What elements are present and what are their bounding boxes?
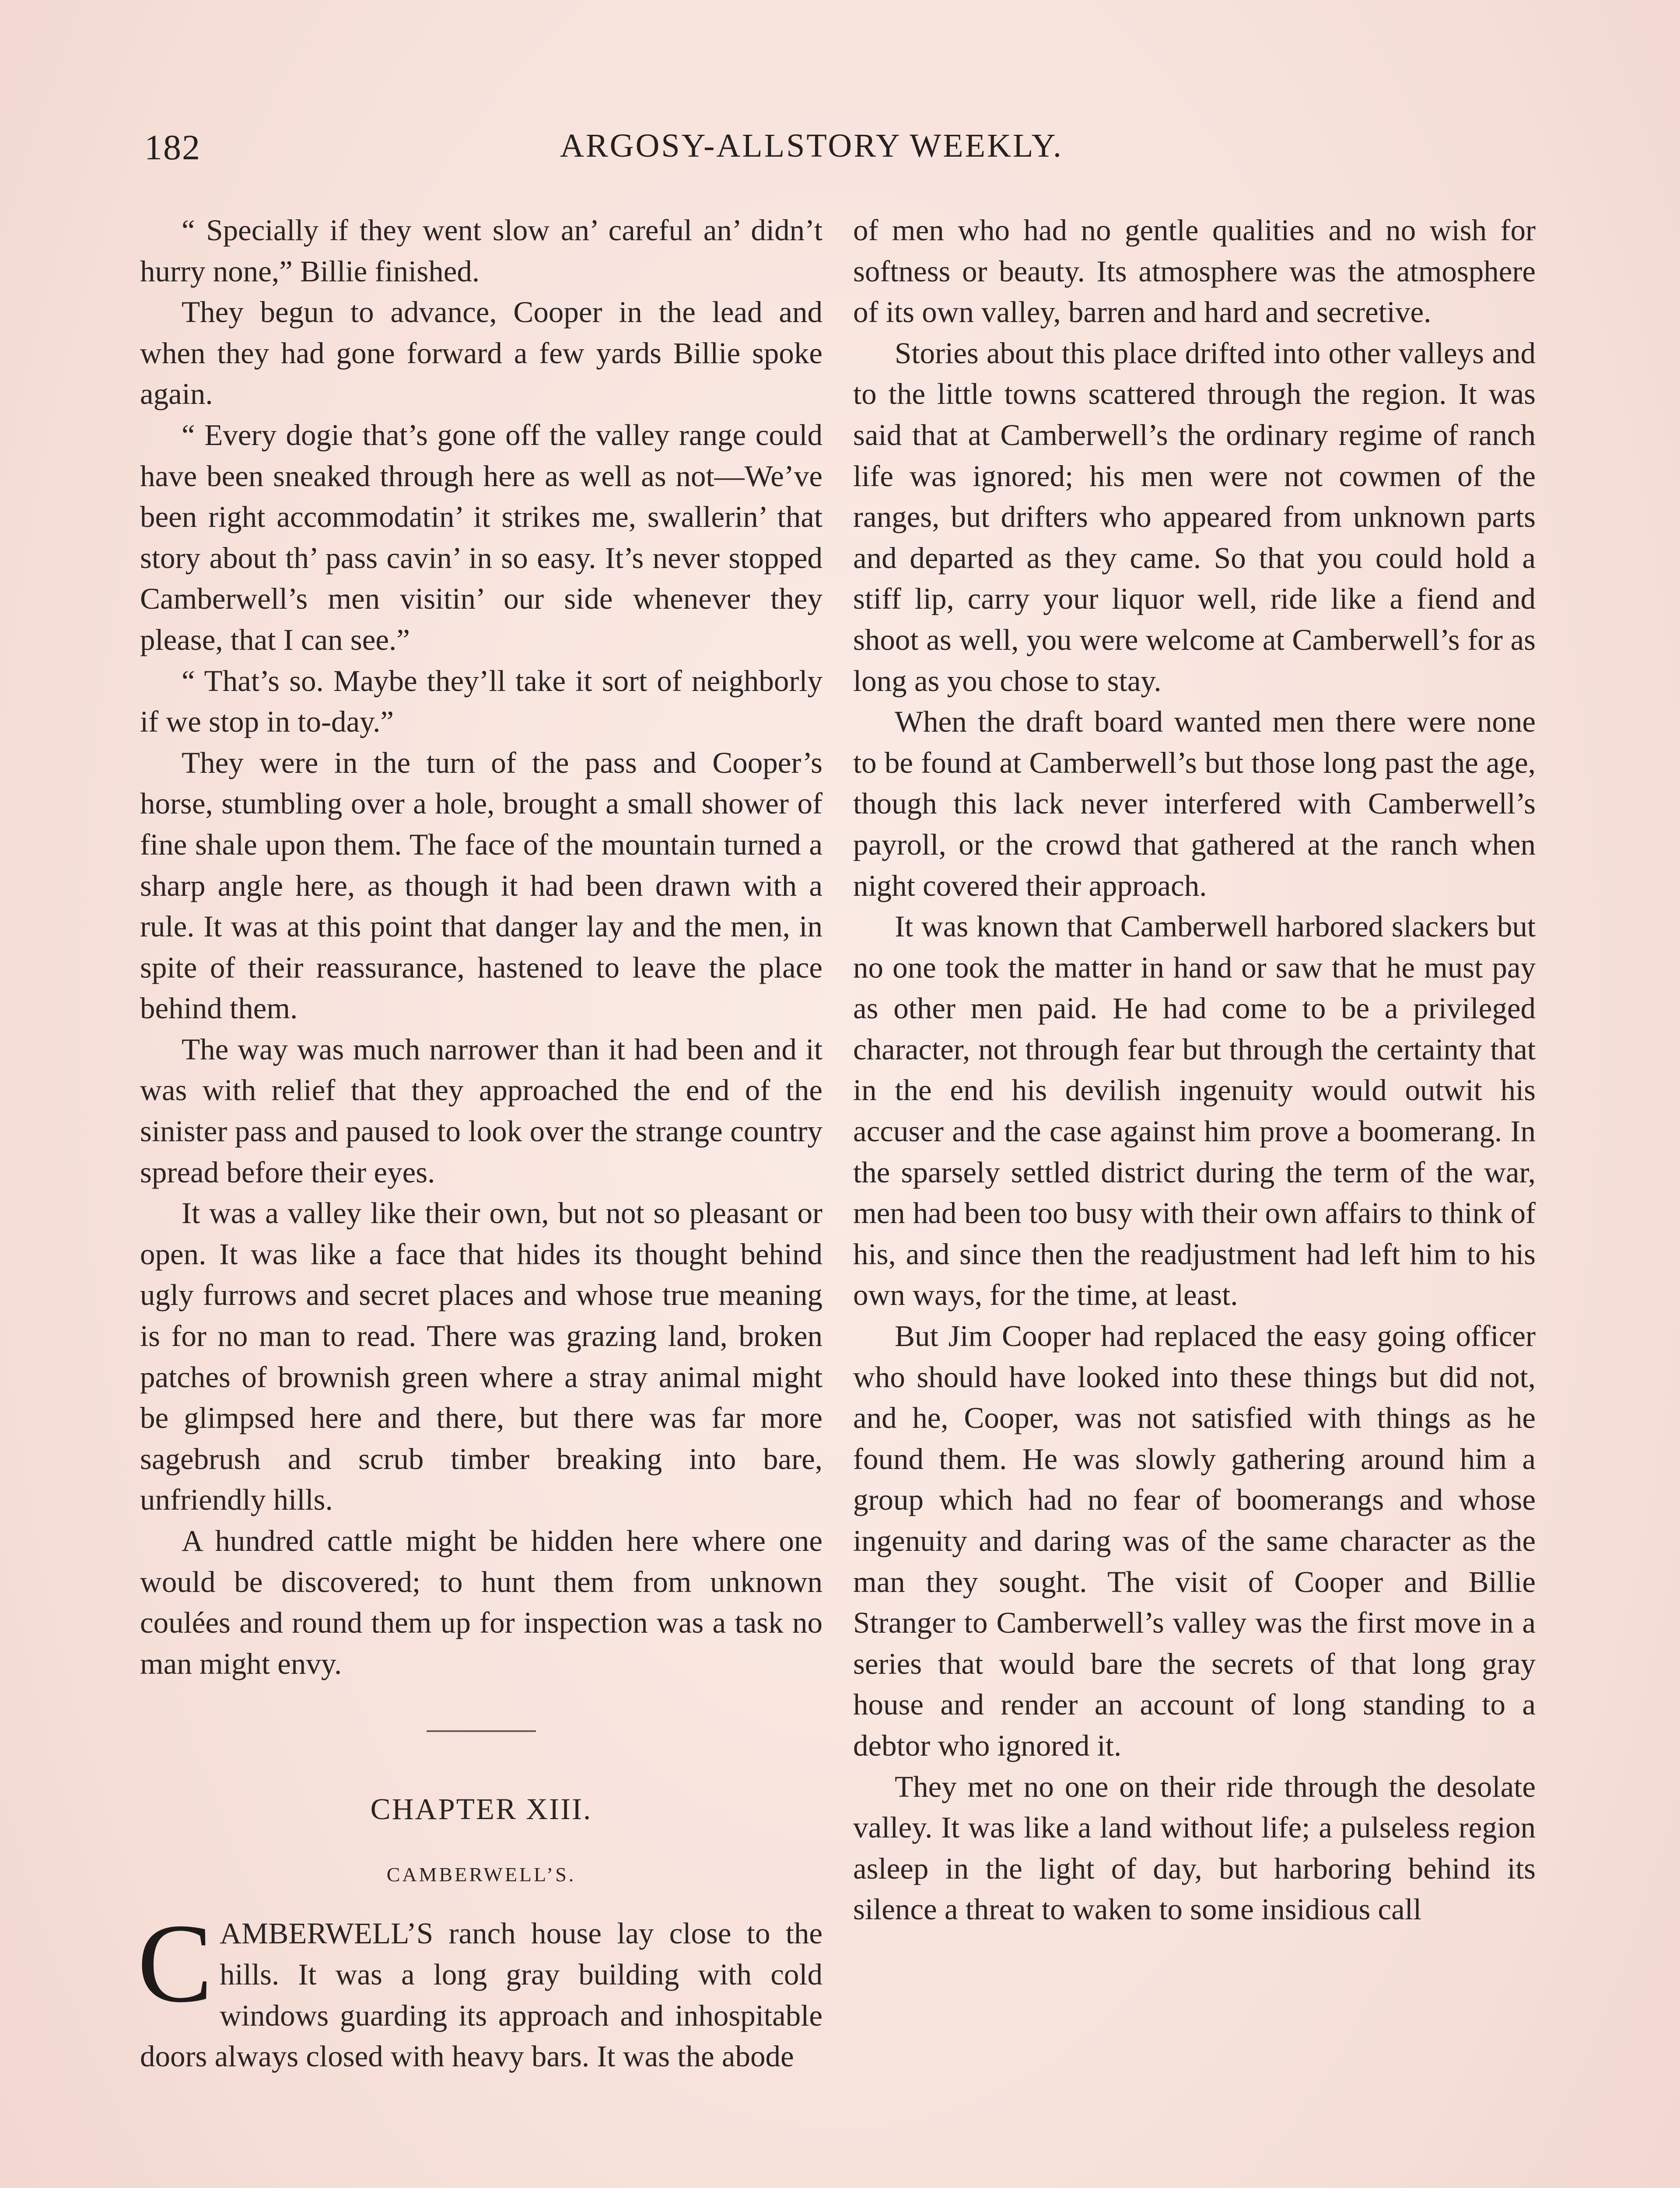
paragraph: But Jim Cooper had replaced the easy going officer who should have looked into these things but did not, and he, Cooper, was not satisfied with things as he found them. He was slowly gathering around him a group which had no fear of boomerangs and whose ingenuity and daring was of the same character as the man they sought. The visit of Cooper and Billie Stranger to Camberwell’s valley was the first move in a series that would bare the secrets of that long gray house and render an account of long standing to a debtor who ignored it. — [853, 1319, 1536, 1762]
page-header — [144, 127, 1562, 175]
paragraph: They begun to advance, Cooper in the lead and when they had gone forward a few yards Billie spoke again. — [140, 295, 822, 411]
paragraph: It was known that Camberwell harbored slackers but no one took the matter in hand or saw that he must pay as other men paid. He had come to be a privileged character, not through fear but through the certainty that in the end his devilish ingenuity would outwit his accuser and the case against him prove a boomerang. In the sparsely settled district during the term of the war, men had been too busy with their own affairs to think of his, and since then the readjustment had left him to his own ways, for the time, at least. — [853, 910, 1536, 1312]
section-divider — [427, 1730, 536, 1732]
paragraph: It was a valley like their own, but not so pleasant or open. It was like a face that hides its thought behind ugly furrows and secret places and whose true meaning is for no man to read. There was grazing land, broken patches of brownish green where a stray animal might be glimpsed here and there, but there was far more sagebrush and scrub timber breaking into bare, unfriendly hills. — [140, 1196, 822, 1517]
paragraph: They were in the turn of the pass and Cooper’s horse, stumbling over a hole, brought a small shower of fine shale upon them. The face of the mountain turned a sharp angle here, as though it had been drawn with a rule. It was at this point that danger lay and the men, in spite of their reassurance, hastened to leave the place behind them. — [140, 746, 822, 1025]
paragraph: They met no one on their ride through the desolate valley. It was like a land without life; a pulseless region asleep in the light of day, but harboring behind its silence a threat to waken to some insidious call — [853, 1770, 1536, 1926]
paragraph: The way was much narrower than it had been and it was with relief that they approached the end of the sinister pass and paused to look over the strange country spread before their eyes. — [140, 1032, 822, 1189]
running-head: ARGOSY-ALLSTORY WEEKLY. — [560, 127, 1063, 164]
paragraph: A hundred cattle might be hidden here where one would be discovered; to hunt them from unknown coulées and round them up for inspection was a task no man might envy. — [140, 1524, 822, 1680]
page-number: 182 — [144, 127, 201, 167]
paragraph: “ Specially if they went slow an’ careful an’ didn’t hurry none,” Billie finished. — [140, 214, 822, 288]
left-column — [137, 210, 822, 2077]
continued-paragraph: of men who had no gentle qualities and no wish for softness or beauty. Its atmosphere was the atmosphere of its own valley, barren and hard and secretive. — [853, 214, 1536, 329]
chapter-opening-text: AMBERWELL’S ranch house lay close to the hills. It was a long gray building with cold windows guarding its approach and inhospitable doors always closed with heavy bars. It was the abode — [140, 1917, 822, 2073]
paragraph: “ That’s so. Maybe they’ll take it sort of neighborly if we stop in to-day.” — [140, 664, 822, 739]
chapter-opening-paragraph — [137, 1900, 822, 2077]
drop-cap: C — [137, 1900, 213, 2026]
paragraph: Stories about this place drifted into other valleys and to the little towns scattered through the region. It was said that at Camberwell’s the ordinary regime of ranch life was ignored; his men were not cowmen of the ranges, but drifters who appeared from unknown parts and departed as they came. So that you could hold a stiff lip, carry your liquor well, ride like a fiend and shoot as well, you were welcome at Camberwell’s for as long as you chose to stay. — [853, 336, 1536, 698]
right-column — [853, 210, 1536, 1930]
chapter-title: CHAPTER XIII. — [370, 1792, 592, 1826]
paragraph: When the draft board wanted men there were none to be found at Camberwell’s but those long past the age, though this lack never interfered with Camberwell’s payroll, or the crowd that gathered at the ranch when night covered their approach. — [853, 705, 1536, 902]
chapter-subtitle: CAMBERWELL’S. — [386, 1863, 576, 1886]
paragraph: “ Every dogie that’s gone off the valley range could have been sneaked through here as well as not—We’ve been right accommodatin’ it strikes me, swallerin’ that story about th’ pass cavin’ in so easy. It’s never stopped Camberwell’s men visitin’ our side whenever they please, that I can see.” — [140, 418, 822, 656]
